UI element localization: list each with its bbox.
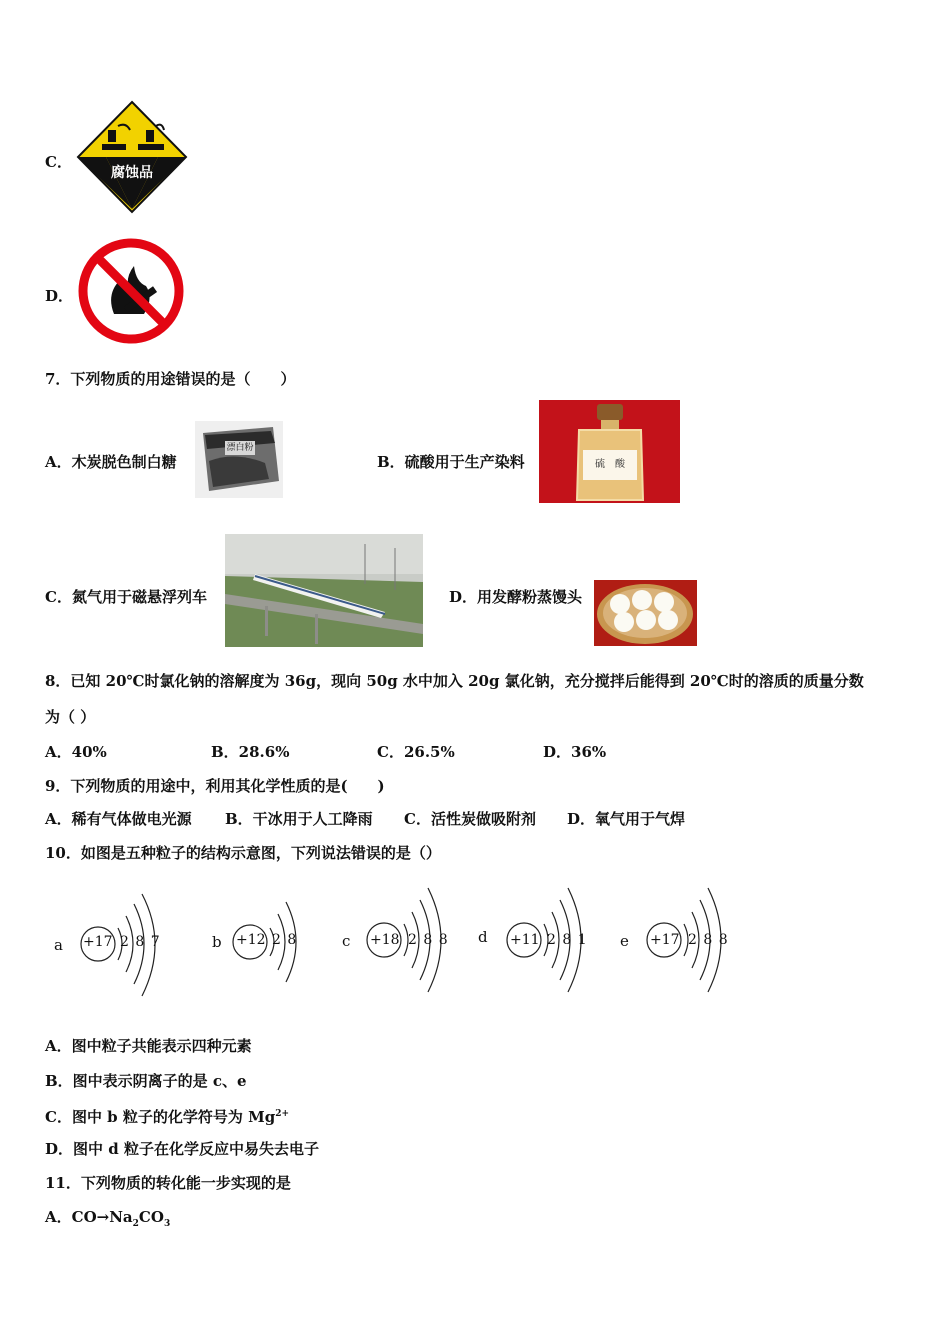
q7-option-d: D．用发酵粉蒸馒头	[449, 588, 583, 606]
particle-structure-diagram	[50, 882, 750, 1002]
q10-option-a: A．图中粒子共能表示四种元素	[45, 1037, 252, 1055]
bottle-label-text: 硫 酸	[595, 459, 625, 470]
particle-a-shells: 2 8 7	[120, 934, 161, 950]
q8-option-c: C．26.5%	[377, 743, 455, 761]
particle-b-nucleus: +12	[236, 932, 266, 948]
maglev-train-image	[225, 534, 423, 647]
q10-option-d: D．图中 d 粒子在化学反应中易失去电子	[45, 1140, 319, 1158]
q9-stem: 9．下列物质的用途中，利用其化学性质的是( )	[45, 777, 385, 795]
q7-option-a: A．木炭脱色制白糖	[45, 453, 177, 471]
q11-option-a-sub2: 3	[163, 1219, 171, 1229]
q10-stem: 10．如图是五种粒子的结构示意图，下列说法错误的是（）	[45, 844, 441, 862]
q11-option-a-part2: CO	[138, 1208, 164, 1226]
q10-option-c-charge: 2+	[275, 1109, 289, 1119]
q10-option-c	[45, 1104, 289, 1127]
q8-option-a: A．40%	[45, 743, 107, 761]
particle-e-nucleus: +17	[650, 932, 680, 948]
particle-d-shells: 2 8 1	[547, 932, 588, 948]
q9-option-b: B．干冰用于人工降雨	[225, 810, 373, 828]
q8-option-d: D．36%	[543, 743, 607, 761]
q6-option-c-label: C．	[45, 153, 72, 171]
q10-option-b: B．图中表示阴离子的是 c、e	[45, 1072, 247, 1090]
steamed-buns-image	[594, 580, 697, 646]
particle-c-label: c	[342, 932, 351, 950]
q11-option-a-part1: A．CO→Na	[45, 1208, 133, 1226]
corrosive-sign-text: 腐蚀品	[111, 165, 153, 181]
corrosive-hazard-sign	[76, 100, 188, 214]
q7-option-b: B．硫酸用于生产染料	[377, 453, 525, 471]
bleach-bag-image	[195, 421, 283, 498]
sulfuric-acid-bottle-image	[539, 400, 680, 503]
bleach-bag-text: 漂白粉	[226, 443, 254, 453]
particle-b-label: b	[212, 933, 222, 951]
particle-e-shells: 2 8 8	[688, 932, 729, 948]
particle-e-label: e	[620, 932, 629, 950]
q11-stem: 11．下列物质的转化能一步实现的是	[45, 1174, 291, 1192]
particle-d-nucleus: +11	[510, 932, 540, 948]
particle-c-nucleus: +18	[370, 932, 400, 948]
q8-stem-line1: 8．已知 20℃时氯化钠的溶解度为 36g，现向 50g 水中加入 20g 氯化钠，充分搅拌后能得到 20℃时的溶质的质量分数	[45, 672, 864, 690]
q11-option-a-sub1: 2	[132, 1219, 139, 1229]
q10-option-c-text: C．图中 b 粒子的化学符号为 Mg	[45, 1108, 276, 1126]
particle-c-shells: 2 8 8	[408, 932, 449, 948]
particle-d-label: d	[478, 928, 488, 946]
q11-option-a	[45, 1207, 170, 1234]
particle-a-label: a	[54, 936, 63, 954]
particle-a-nucleus: +17	[83, 934, 113, 950]
q8-option-b: B．28.6%	[211, 743, 290, 761]
q9-option-a: A．稀有气体做电光源	[45, 810, 192, 828]
q9-option-d: D．氧气用于气焊	[567, 810, 686, 828]
q6-option-d-label: D．	[45, 287, 74, 305]
q9-option-c: C．活性炭做吸附剂	[404, 810, 536, 828]
q7-stem: 7．下列物质的用途错误的是（ ）	[45, 370, 296, 388]
particle-b-shells: 2 8	[272, 932, 298, 948]
no-fire-sign	[76, 236, 186, 346]
q8-stem-line2: 为（ ）	[45, 708, 96, 726]
q7-option-c: C．氮气用于磁悬浮列车	[45, 588, 207, 606]
